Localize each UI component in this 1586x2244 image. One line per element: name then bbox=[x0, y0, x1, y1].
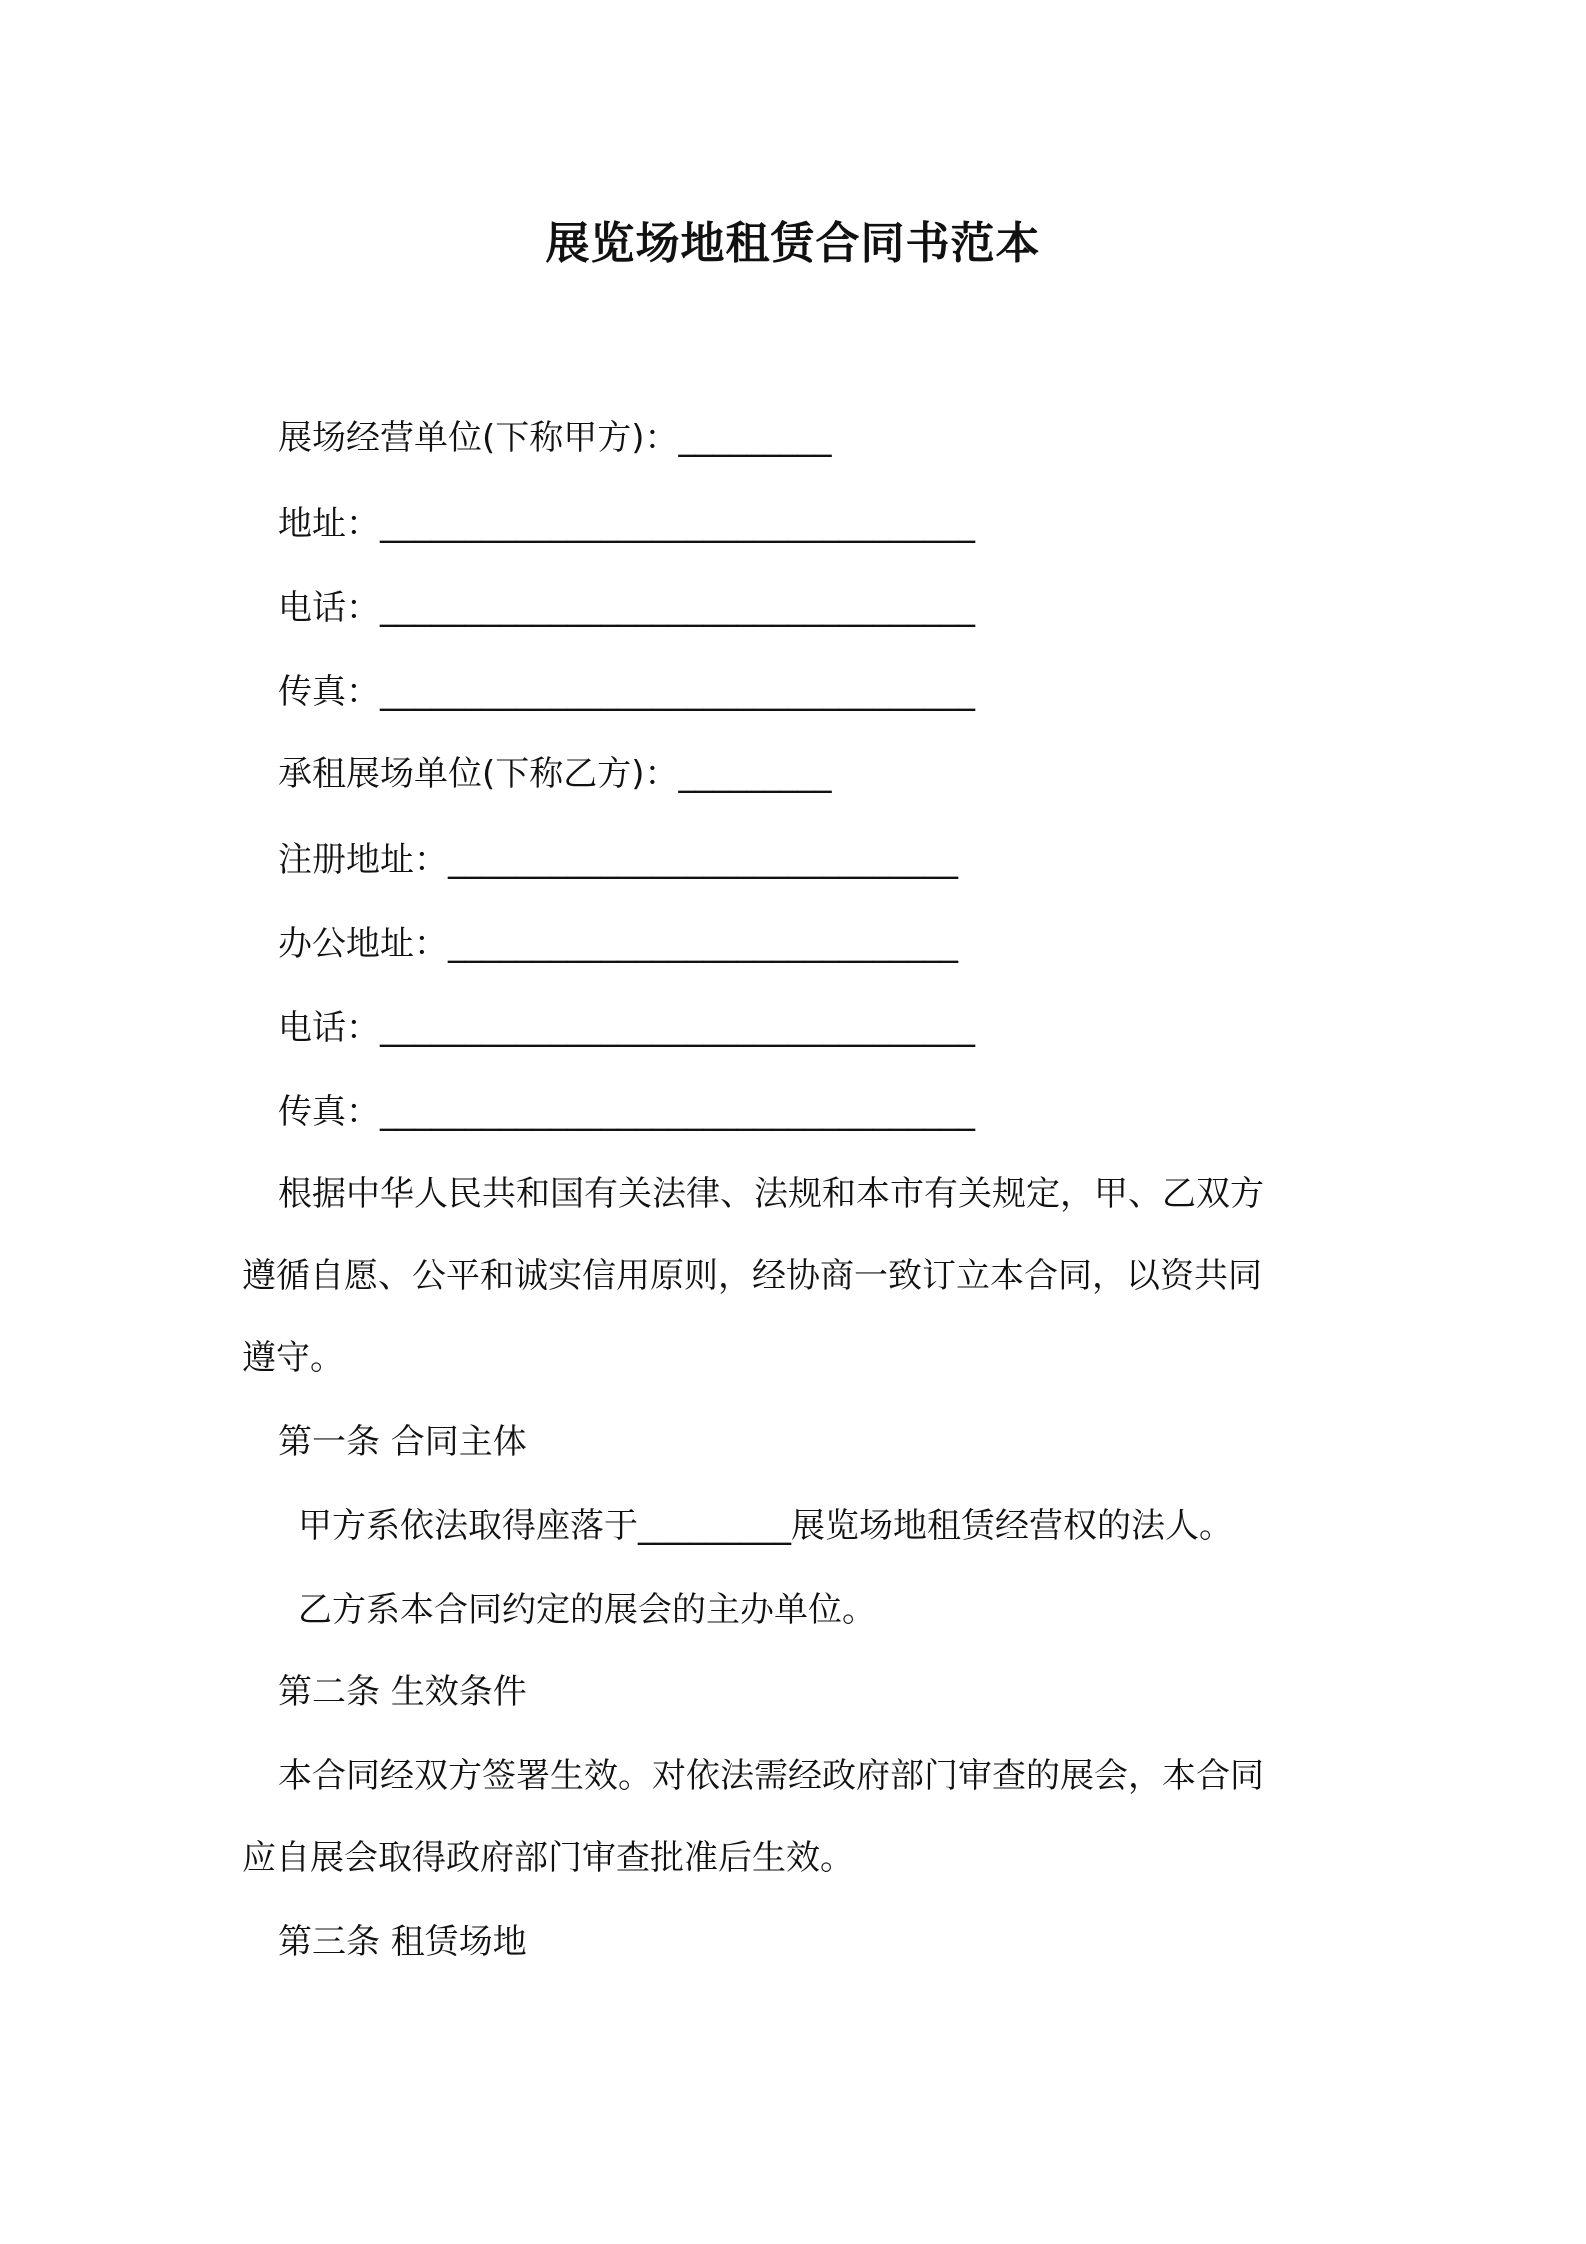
preamble-line-2: 遵循自愿、公平和诚实信用原则，经协商一致订立本合同，以资共同 bbox=[242, 1256, 1262, 1296]
article-2-line-1: 本合同经双方签署生效。对依法需经政府部门审查的展会，本合同 bbox=[278, 1756, 1264, 1796]
preamble-line-3: 遵守。 bbox=[242, 1338, 344, 1378]
article-2-heading: 第二条 生效条件 bbox=[278, 1672, 527, 1712]
article-1-heading: 第一条 合同主体 bbox=[278, 1422, 527, 1462]
party-a-phone-line: 电话：___________________________________ bbox=[278, 588, 975, 628]
party-b-reg-address-line: 注册地址：______________________________ bbox=[278, 840, 958, 880]
party-b-office-address-line: 办公地址：______________________________ bbox=[278, 924, 958, 964]
article-1-line-1: 甲方系依法取得座落于_________展览场地租赁经营权的法人。 bbox=[298, 1506, 1233, 1546]
preamble-line-1: 根据中华人民共和国有关法律、法规和本市有关规定，甲、乙双方 bbox=[278, 1174, 1264, 1214]
party-a-fax-line: 传真：___________________________________ bbox=[278, 672, 975, 712]
party-b-fax-line: 传真：___________________________________ bbox=[278, 1092, 975, 1132]
article-1-line-2: 乙方系本合同约定的展会的主办单位。 bbox=[298, 1590, 876, 1630]
party-b-name-line: 承租展场单位(下称乙方)：_________ bbox=[278, 754, 832, 794]
document-title: 展览场地租赁合同书范本 bbox=[545, 218, 1041, 269]
party-b-phone-line: 电话：___________________________________ bbox=[278, 1008, 975, 1048]
party-a-address-line: 地址：___________________________________ bbox=[278, 504, 975, 544]
article-3-heading: 第三条 租赁场地 bbox=[278, 1922, 527, 1962]
party-a-name-line: 展场经营单位(下称甲方)：_________ bbox=[278, 418, 832, 458]
article-2-line-2: 应自展会取得政府部门审查批准后生效。 bbox=[242, 1838, 854, 1878]
